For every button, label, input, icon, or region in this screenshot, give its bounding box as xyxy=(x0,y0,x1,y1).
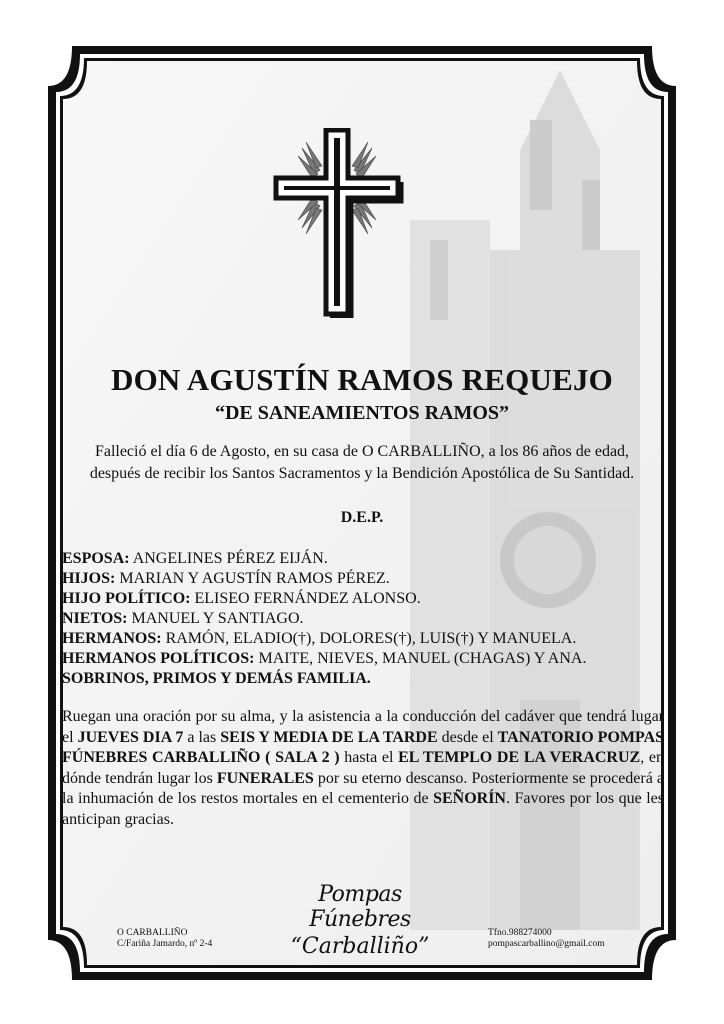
logo-line: “Carballiño” xyxy=(290,934,430,959)
family-row xyxy=(62,589,664,609)
death-notice xyxy=(60,441,664,485)
funeral-home-logo xyxy=(285,882,435,959)
family-row xyxy=(62,649,664,669)
prayer-text: Ruegan una oración por su alma, y la asistencia a la conducción del cadáver que tendrá lugar el xyxy=(62,708,664,746)
footer-email: pompascarballino@gmail.com xyxy=(488,939,605,949)
family-row xyxy=(62,609,664,629)
family-label: HIJOS: xyxy=(62,570,116,587)
family-row xyxy=(62,669,664,689)
prayer-paragraph xyxy=(60,707,664,830)
prayer-text: a las xyxy=(183,728,221,746)
family-value: RAMÓN, ELADIO(†), DOLORES(†), LUIS(†) Y MANUELA. xyxy=(161,630,577,647)
prayer-text: , en dónde tendrán lugar los xyxy=(62,749,664,787)
family-label: NIETOS: xyxy=(62,610,128,627)
prayer-bold: EL TEMPLO DE LA VERACRUZ xyxy=(398,749,641,766)
obituary-content xyxy=(60,362,664,830)
prayer-text: desde el xyxy=(437,728,498,746)
notice-line: después de recibir los Santos Sacramentos y la Bendición Apostólica de Su Santidad. xyxy=(89,465,635,482)
prayer-text: . Favores por los que les anticipan gracias. xyxy=(62,790,665,828)
cross-icon xyxy=(262,128,412,318)
family-row xyxy=(62,549,664,569)
family-value: MARIAN Y AGUSTÍN RAMOS PÉREZ. xyxy=(115,570,390,587)
deceased-name: DON AGUSTÍN RAMOS REQUEJO xyxy=(111,362,613,397)
prayer-bold: TANATORIO POMPAS FÚNEBRES CARBALLIÑO ( SALA 2 ) xyxy=(62,728,665,766)
family-value: ANGELINES PÉREZ EIJÁN. xyxy=(129,550,328,567)
family-value: MAITE, NIEVES, MANUEL (CHAGAS) Y ANA. xyxy=(254,650,587,667)
family-row xyxy=(62,629,664,649)
family-value: MANUEL Y SANTIAGO. xyxy=(127,610,304,627)
prayer-bold: FUNERALES xyxy=(216,769,314,787)
family-label: HIJO POLÍTICO: xyxy=(62,590,191,607)
prayer-text: por su eterno descanso. Posteriormente se procederá a la inhumación de los restos mortales en el cementerio de xyxy=(62,769,665,807)
prayer-bold: SEIS Y MEDIA DE LA TARDE xyxy=(220,728,438,746)
footer-address xyxy=(117,928,212,950)
footer-contact xyxy=(488,928,605,950)
family-value: ELISEO FERNÁNDEZ ALONSO. xyxy=(190,590,421,607)
footer-phone: Tfno.988274000 xyxy=(488,928,552,938)
notice-line: Falleció el día 6 de Agosto, en su casa de O CARBALLIÑO, a los 86 años de edad, xyxy=(94,443,630,460)
family-label: HERMANOS POLÍTICOS: xyxy=(62,650,255,667)
logo-line: Pompas Fúnebres xyxy=(309,882,411,932)
prayer-bold: JUEVES DIA 7 xyxy=(77,728,184,746)
prayer-bold: SEÑORÍN xyxy=(433,790,506,807)
footer-street: C/Fariña Jamardo, nº 2-4 xyxy=(117,939,213,949)
family-list xyxy=(60,549,664,689)
family-row xyxy=(62,569,664,589)
company-subtitle: “DE SANEAMIENTOS RAMOS” xyxy=(214,402,510,424)
dep-heading: D.E.P. xyxy=(340,509,384,526)
prayer-text: hasta el xyxy=(339,749,399,766)
family-label: ESPOSA: xyxy=(62,550,130,567)
family-label: SOBRINOS, PRIMOS Y DEMÁS FAMILIA. xyxy=(62,670,371,687)
footer-city: O CARBALLIÑO xyxy=(117,928,188,938)
family-label: HERMANOS: xyxy=(62,630,162,647)
